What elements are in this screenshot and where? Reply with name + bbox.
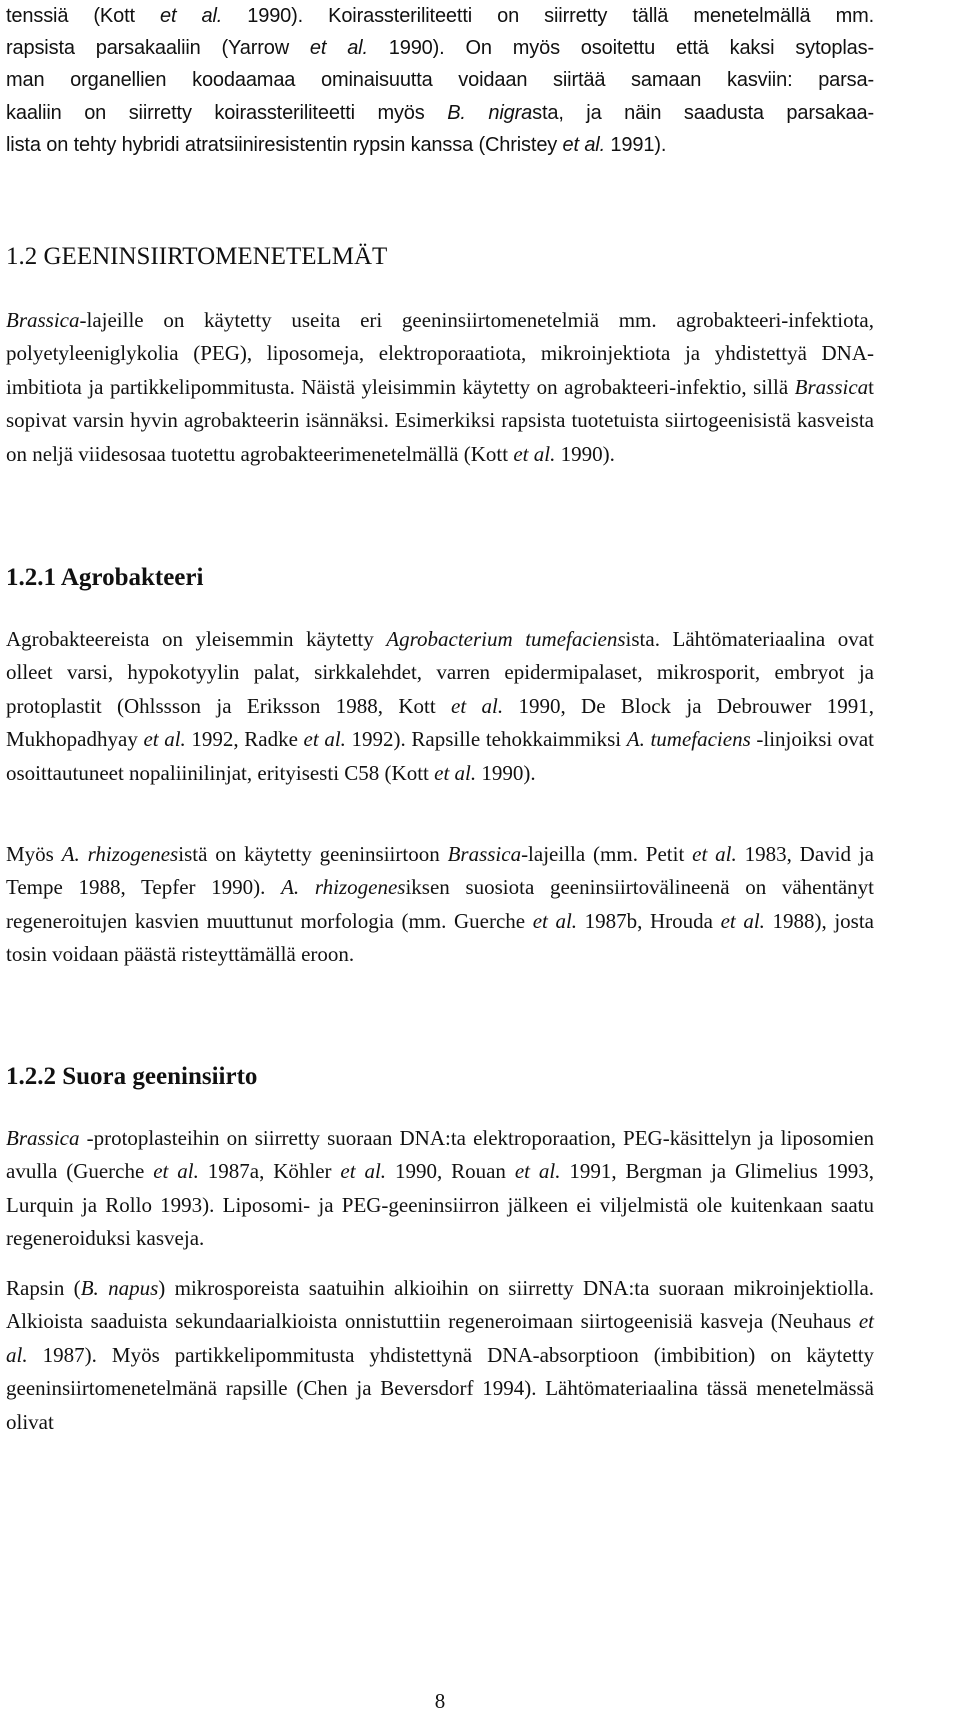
text-line: tenssiä (Kott et al. 1990). Koirassteriliteetti on siirretty tällä menetelmällä mm. [6, 5, 875, 27]
paragraph: Brassica-lajeille on käytetty useita eri geeninsiirtomenetelmiä mm. agrobakteeri-infektiota, polyetyleeniglykolia (PEG), liposomeja, elektroporaatiota, mikroinjektiota ja yhdistettyä DNA-imbitiota ja partikkelipommitusta. Näistä yleisimmin käytetty on agrobakteeri-infektio, sillä Brassicat sopivat varsin hyvin agrobakteerin isännäksi. Esimerkiksi rapsista tuotetuista siirtogeenisistä kasveista on neljä viidesosaa tuotettu agrobakteerimenetelmällä (Kott et al. 1990). [6, 308, 874, 466]
italic-text: et al. [153, 1159, 199, 1184]
italic-text: et al. [340, 1159, 387, 1184]
italic-text: et al. [532, 908, 578, 933]
italic-text: Agrobacterium tumefaciens [386, 627, 626, 651]
italic-text: et al. [434, 760, 477, 785]
italic-text: Brassica [6, 308, 80, 332]
italic-text: et al. [513, 441, 556, 466]
subsection-title: 1.2.1 Agrobakteeri [6, 564, 204, 591]
italic-text: et al. [692, 842, 737, 866]
text-line: man organellien koodaamaa ominaisuutta voidaan siirtää samaan kasviin: parsa- [6, 69, 874, 92]
italic-text: B. nigra [447, 101, 533, 124]
text-line: kaaliin on siirretty koirassteriliteetti myös B. nigrasta, ja näin saadusta parsakaa- [6, 101, 874, 124]
section-1-2-body [6, 304, 874, 471]
italic-text: B. napus [80, 1276, 159, 1300]
paragraph: Agrobakteereista on yleisemmin käytetty Agrobacterium tumefaciensista. Lähtömateriaalina ovat olleet varsi, hypokotyylin palat, sirkkalehdet, varren epidermipalaset, mikrosporit, embryot ja protoplastit (Ohlssson ja Eriksson 1988, Kott et al. 1990, De Block ja Debrouwer 1991, Mukhopadhyay et al. 1992, Radke et al. 1992). Rapsille tehokkaimmiksi A. tumefaciens -linjoiksi ovat osoittautuneet nopaliinilinjat, erityisesti C58 (Kott et al. 1990). [6, 627, 874, 785]
italic-text: Brassica [447, 842, 522, 866]
section-title: 1.2 GEENINSIIRTOMENETELMÄT [6, 243, 388, 270]
italic-text: et al. [303, 727, 346, 752]
section-heading-1-2 [6, 242, 874, 272]
section-1-2-2-body-1 [6, 1122, 874, 1256]
section-heading-1-2-2 [6, 1062, 874, 1092]
paragraph-line [6, 0, 874, 161]
italic-text: et al. [309, 37, 368, 60]
section-1-2-1-body-1 [6, 623, 874, 790]
top-paragraph [6, 0, 874, 161]
italic-text: Brassica [794, 374, 869, 399]
section-heading-1-2-1 [6, 563, 874, 593]
italic-text: et al. [6, 1309, 874, 1367]
italic-text: et al. [514, 1159, 561, 1184]
paragraph: Rapsin (B. napus) mikrosporeista saatuihin alkioihin on siirretty DNA:ta suoraan mikroinjektiolla. Alkioista saaduista sekundaarialkioista onnistuttiin regeneroimaan siirtogeenisiä kasveja (Neuhaus et al. 1987). Myös partikkelipommitusta yhdistettynä DNA-absorptioon (imbibition) on käytetty geeninsiirtomenetelmänä rapsille (Chen ja Beversdorf 1994). Lähtömateriaalina tässä menetelmässä olivat [6, 1276, 875, 1434]
page-number: 8 [434, 1689, 446, 1713]
subsection-title: 1.2.2 Suora geeninsiirto [6, 1063, 258, 1090]
paragraph: Myös A. rhizogenesistä on käytetty geeninsiirtoon Brassica-lajeilla (mm. Petit et al. 1983, David ja Tempe 1988, Tepfer 1990). A. rhizogenesiksen suosiota geeninsiirtovälineenä on vähentänyt regeneroitujen kasvien muuttunut morfologia (mm. Guerche et al. 1987b, Hrouda et al. 1988), josta tosin voidaan päästä risteyttämällä eroon. [6, 842, 875, 967]
italic-text: et al. [143, 727, 186, 752]
italic-text: et al. [562, 133, 606, 156]
italic-text: et al. [720, 908, 765, 933]
italic-text: A. rhizogenes [281, 875, 406, 900]
italic-text: A. tumefaciens [626, 727, 751, 752]
italic-text: et al. [451, 693, 504, 718]
italic-text: et al. [160, 5, 223, 27]
section-1-2-2-body-2 [6, 1272, 874, 1439]
text-line: rapsista parsakaaliin (Yarrow et al. 1990). On myös osoitettu että kaksi sytoplas- [6, 37, 874, 60]
section-1-2-1-body-2 [6, 838, 874, 972]
italic-text: Brassica [6, 1126, 80, 1150]
text-line: lista on tehty hybridi atratsiiniresistentin rypsin kanssa (Christey et al. 1991). [6, 133, 667, 156]
paragraph: Brassica -protoplasteihin on siirretty suoraan DNA:ta elektroporaation, PEG-käsittelyn ja liposomien avulla (Guerche et al. 1987a, Köhler et al. 1990, Rouan et al. 1991, Bergman ja Glimelius 1993, Lurquin ja Rollo 1993). Liposomi- ja PEG-geeninsiirron jälkeen ei viljelmistä ole kuitenkaan saatu regeneroiduksi kasveja. [6, 1126, 874, 1251]
italic-text: A. rhizogenes [61, 842, 179, 866]
